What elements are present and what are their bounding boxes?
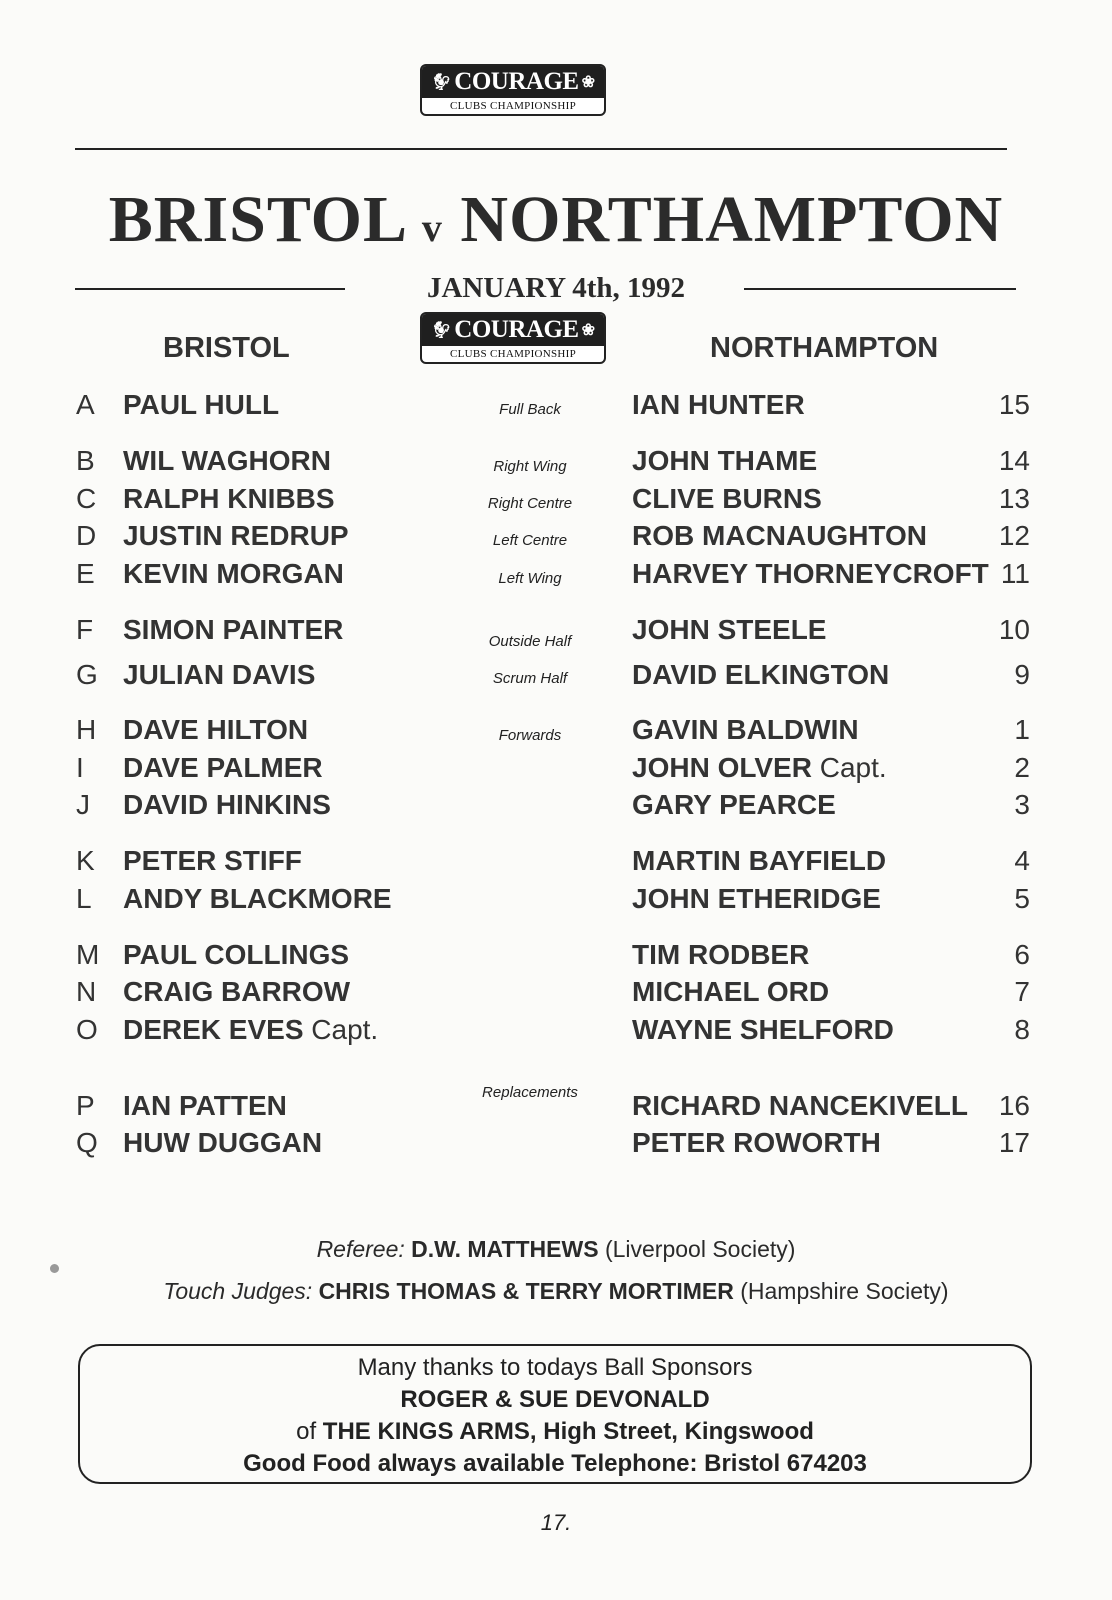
jersey-number: 8 [1014, 1014, 1030, 1045]
away-player [632, 613, 826, 647]
home-player-name: PETER STIFF [123, 845, 302, 876]
jersey-number: 7 [1014, 976, 1030, 1007]
player-letter: N [76, 976, 97, 1007]
home-player [123, 938, 349, 972]
sponsor-venue: THE KINGS ARMS, High Street, Kingswood [322, 1418, 814, 1445]
lineup-row [0, 1126, 1112, 1160]
position-label: Scrum Half [492, 670, 568, 687]
cockerel-icon: 🐓︎ [431, 322, 452, 339]
home-player [123, 1013, 378, 1047]
away-player-name: GARY PEARCE [632, 789, 836, 820]
referee-name: D.W. MATTHEWS [411, 1236, 599, 1262]
home-player [123, 975, 350, 1009]
home-player [123, 613, 343, 647]
top-rule [75, 148, 1007, 150]
player-letter: F [76, 614, 94, 645]
home-player [123, 1089, 287, 1123]
logo-brand: COURAGE [454, 68, 579, 95]
home-player [123, 557, 344, 591]
title-v: v [421, 205, 443, 250]
away-player-name: MARTIN BAYFIELD [632, 845, 887, 876]
away-player [632, 1126, 881, 1160]
jersey-number: 16 [998, 1090, 1030, 1121]
logo-subtitle: CLUBS CHAMPIONSHIP [449, 348, 577, 360]
jersey-number: 15 [998, 389, 1030, 420]
player-letter: A [76, 389, 95, 420]
logo-brand: COURAGE [454, 316, 579, 343]
sponsor-line-3 [80, 1416, 1030, 1448]
home-player [123, 713, 308, 747]
away-player-name: HARVEY THORNEYCROFT [632, 558, 989, 589]
crest-icon: ❀ [581, 322, 595, 339]
home-player-name: HUW DUGGAN [123, 1127, 323, 1158]
player-letter: B [76, 445, 95, 476]
home-player-name: ANDY BLACKMORE [123, 883, 392, 914]
away-player [632, 788, 836, 822]
player-letter: D [76, 520, 97, 551]
away-player-name: GAVIN BALDWIN [632, 714, 859, 745]
away-player [632, 938, 809, 972]
home-player [123, 788, 331, 822]
home-player-name: JULIAN DAVIS [123, 659, 316, 690]
away-player-name: ROB MACNAUGHTON [632, 520, 928, 551]
home-player [123, 388, 279, 422]
away-player [632, 1089, 968, 1123]
away-player-name: CLIVE BURNS [632, 483, 822, 514]
jersey-number: 14 [998, 445, 1030, 476]
team-home-heading: BRISTOL [163, 332, 290, 364]
away-player [632, 482, 822, 516]
cockerel-icon: 🐓︎ [431, 74, 452, 91]
away-player [632, 882, 881, 916]
logo-subtitle: CLUBS CHAMPIONSHIP [449, 100, 577, 112]
player-letter: H [76, 714, 97, 745]
player-letter: O [76, 1014, 98, 1045]
away-player [632, 519, 927, 553]
touch-judges-names: CHRIS THOMAS & TERRY MORTIMER [318, 1278, 734, 1304]
lineup-row [0, 788, 1112, 822]
home-player-name: DAVE HILTON [123, 714, 309, 745]
away-player [632, 713, 859, 747]
jersey-number: 1 [1014, 714, 1030, 745]
player-letter: P [76, 1090, 95, 1121]
away-player-name: IAN HUNTER [632, 389, 805, 420]
sponsor-box [78, 1344, 1032, 1484]
player-letter: I [76, 752, 84, 783]
away-player-name: JOHN OLVER [632, 752, 812, 783]
away-player-name: DAVID ELKINGTON [632, 659, 890, 690]
replacements-label: Replacements [482, 1084, 578, 1101]
sponsor-line-4 [80, 1448, 1030, 1480]
sponsor-names: ROGER & SUE DEVONALD [400, 1386, 710, 1413]
courage-logo-middle [420, 312, 606, 364]
player-letter: Q [76, 1127, 98, 1158]
position-label: Left Wing [498, 570, 562, 587]
home-player [123, 658, 315, 692]
title-home: BRISTOL [108, 183, 405, 256]
home-player-name: SIMON PAINTER [123, 614, 344, 645]
away-captain-tag: Capt. [811, 752, 887, 783]
sponsor-line-2 [80, 1384, 1030, 1416]
away-player-name: JOHN THAME [632, 445, 818, 476]
jersey-number: 10 [998, 614, 1030, 645]
punch-hole-mark [50, 1264, 59, 1273]
jersey-number: 17 [998, 1127, 1030, 1158]
away-player-name: JOHN ETHERIDGE [632, 883, 881, 914]
lineup-row [0, 1013, 1112, 1047]
jersey-number: 9 [1014, 659, 1030, 690]
home-player-name: DEREK EVES [123, 1014, 304, 1045]
lineup-row [0, 938, 1112, 972]
home-player-name: DAVE PALMER [123, 752, 323, 783]
touch-judges-society: (Hampshire Society) [740, 1278, 949, 1304]
date-rule-right [744, 288, 1016, 290]
match-title [0, 182, 1112, 258]
home-player [123, 844, 302, 878]
away-player [632, 844, 886, 878]
away-player [632, 444, 817, 478]
jersey-number: 5 [1014, 883, 1030, 914]
page-number: 17. [540, 1510, 572, 1535]
lineup-row [0, 975, 1112, 1009]
touch-judges-line [0, 1278, 1112, 1305]
player-letter: M [76, 939, 100, 970]
sponsor-line-1: Many thanks to todays Ball Sponsors [357, 1354, 753, 1381]
jersey-number: 12 [998, 520, 1030, 551]
home-player [123, 482, 335, 516]
position-label: Right Centre [487, 495, 573, 512]
sponsor-line-3-prefix: of [296, 1418, 323, 1445]
match-date: JANUARY 4th, 1992 [426, 272, 686, 304]
home-player [123, 1126, 322, 1160]
home-player [123, 519, 349, 553]
position-label: Forwards [498, 727, 562, 744]
referee-society: (Liverpool Society) [604, 1236, 796, 1262]
player-letter: K [76, 845, 95, 876]
home-player [123, 751, 323, 785]
referee-line [0, 1236, 1112, 1263]
home-player-name: WIL WAGHORN [123, 445, 331, 476]
jersey-number: 13 [998, 483, 1030, 514]
jersey-number: 3 [1014, 789, 1030, 820]
home-player-name: RALPH KNIBBS [123, 483, 335, 514]
position-label: Full Back [499, 401, 561, 418]
home-player-name: JUSTIN REDRUP [123, 520, 349, 551]
position-label: Right Wing [493, 458, 567, 475]
home-player [123, 444, 331, 478]
lineup-row [0, 844, 1112, 878]
away-player-name: TIM RODBER [632, 939, 810, 970]
player-letter: J [76, 789, 90, 820]
home-player-name: KEVIN MORGAN [123, 558, 344, 589]
lineup-row [0, 882, 1112, 916]
home-player [123, 882, 392, 916]
jersey-number: 4 [1014, 845, 1030, 876]
player-letter: E [76, 558, 95, 589]
away-player [632, 975, 829, 1009]
player-letter: L [76, 883, 92, 914]
home-player-name: PAUL HULL [123, 389, 280, 420]
team-away-heading: NORTHAMPTON [710, 332, 939, 364]
jersey-number: 11 [1000, 558, 1030, 589]
player-letter: C [76, 483, 97, 514]
away-player-name: MICHAEL ORD [632, 976, 830, 1007]
position-label: Left Centre [492, 532, 568, 549]
away-player [632, 751, 887, 785]
away-player-name: WAYNE SHELFORD [632, 1014, 894, 1045]
title-away: NORTHAMPTON [460, 183, 1004, 256]
position-label: Outside Half [488, 633, 572, 650]
away-player [632, 388, 805, 422]
away-player-name: JOHN STEELE [632, 614, 827, 645]
away-player [632, 658, 889, 692]
home-player-name: CRAIG BARROW [123, 976, 351, 1007]
away-player [632, 1013, 894, 1047]
lineup-row [0, 751, 1112, 785]
sponsor-contact: Good Food always available Telephone: Bristol 674203 [243, 1450, 867, 1477]
referee-label: Referee: [316, 1236, 405, 1262]
player-letter: G [76, 659, 98, 690]
courage-logo-top [420, 64, 606, 116]
jersey-number: 6 [1014, 939, 1030, 970]
home-player-name: DAVID HINKINS [123, 789, 331, 820]
home-captain-tag: Capt. [303, 1014, 379, 1045]
crest-icon: ❀ [581, 74, 595, 91]
touch-judges-label: Touch Judges: [163, 1278, 313, 1304]
away-player-name: RICHARD NANCEKIVELL [632, 1090, 968, 1121]
home-player-name: IAN PATTEN [123, 1090, 287, 1121]
away-player [632, 557, 989, 591]
home-player-name: PAUL COLLINGS [123, 939, 350, 970]
jersey-number: 2 [1014, 752, 1030, 783]
away-player-name: PETER ROWORTH [632, 1127, 881, 1158]
